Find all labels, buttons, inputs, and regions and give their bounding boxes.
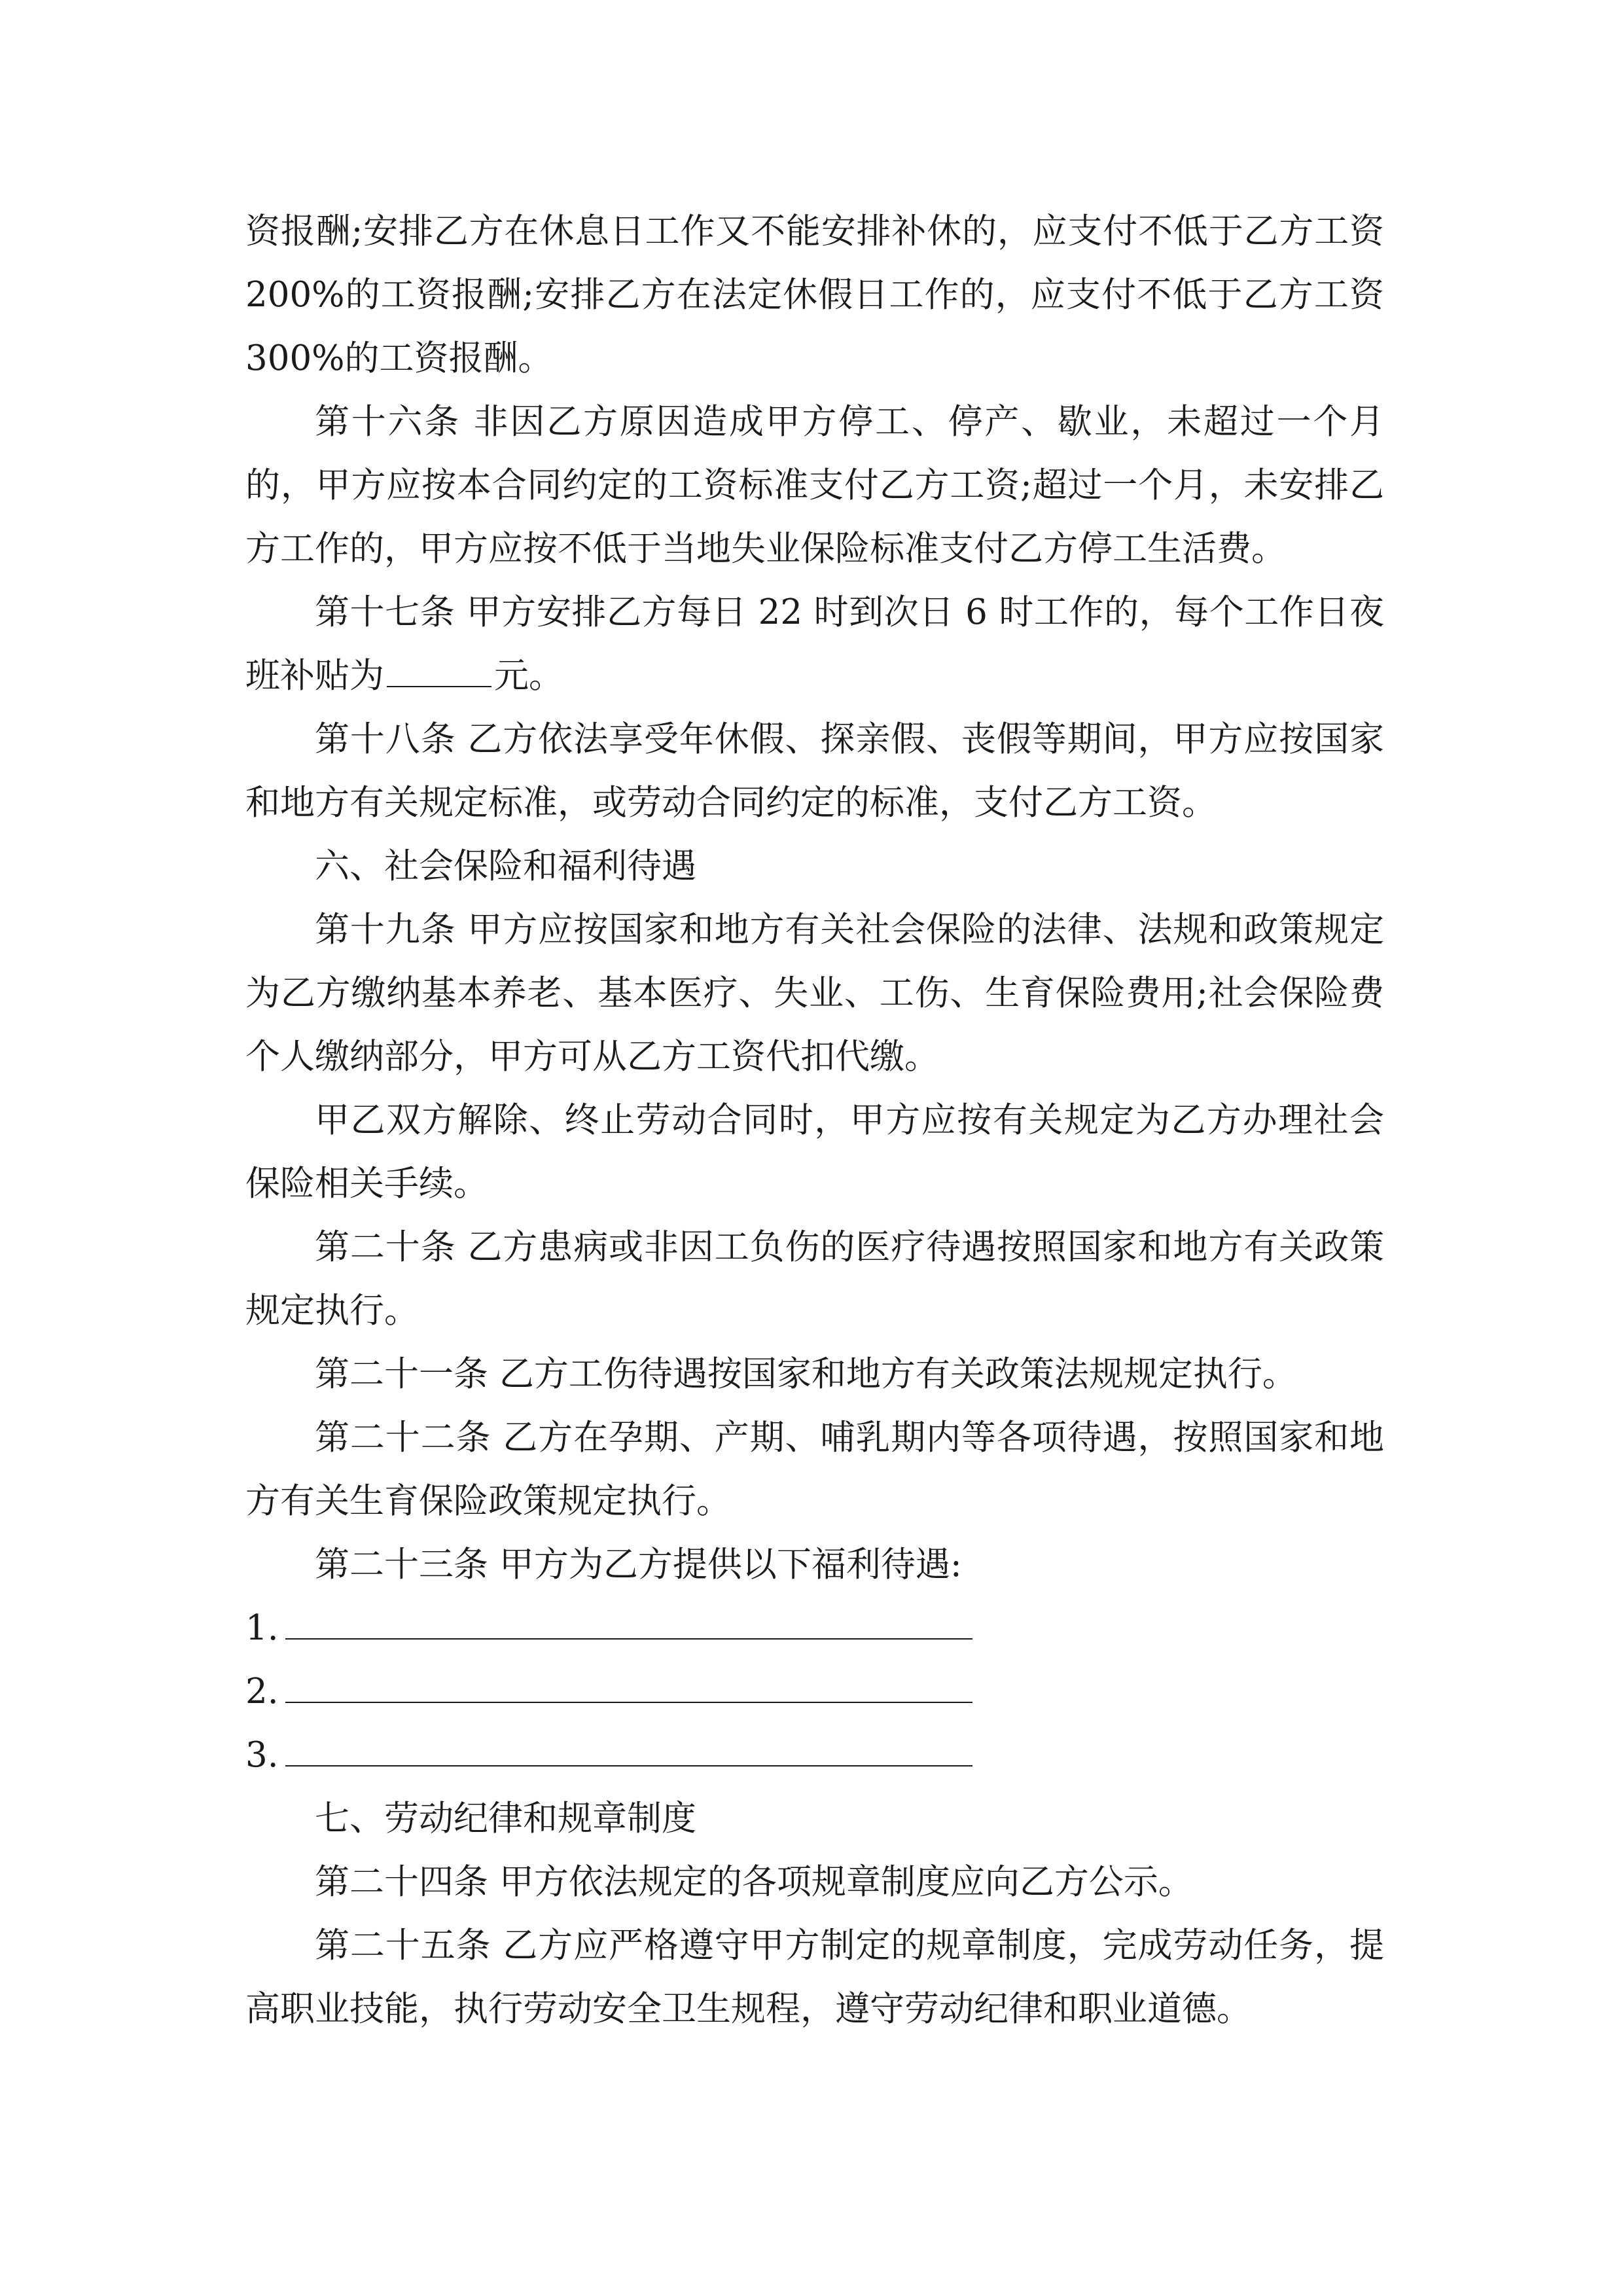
paragraph-article-18: 第十八条 乙方依法享受年休假、探亲假、丧假等期间，甲方应按国家和地方有关规定标准，或劳动合同约定的标准，支付乙方工资。 bbox=[245, 719, 1384, 823]
paragraph-article-16: 第十六条 非因乙方原因造成甲方停工、停产、歇业，未超过一个月的，甲方应按本合同约定的工资标准支付乙方工资;超过一个月，未安排乙方工作的，甲方应按不低于当地失业保险标准支付乙方停工生活费。 bbox=[245, 402, 1384, 569]
paragraph-termination-insurance: 甲乙双方解除、终止劳动合同时，甲方应按有关规定为乙方办理社会保险相关手续。 bbox=[245, 1100, 1384, 1204]
document-body bbox=[245, 200, 1384, 2041]
section-heading-social-insurance: 六、社会保险和福利待遇 bbox=[315, 846, 696, 886]
benefit-item-3 bbox=[245, 1723, 1384, 1787]
paragraph-article-21: 第二十一条 乙方工伤待遇按国家和地方有关政策法规规定执行。 bbox=[315, 1354, 1297, 1394]
paragraph-article-23: 第二十三条 甲方为乙方提供以下福利待遇: bbox=[315, 1545, 962, 1585]
benefit-item-1-number: 1. bbox=[245, 1608, 279, 1648]
article-17-unit: 元。 bbox=[494, 656, 563, 696]
benefit-item-2 bbox=[245, 1660, 1384, 1723]
paragraph-article-25: 第二十五条 乙方应严格遵守甲方制定的规章制度，完成劳动任务，提高职业技能，执行劳动安全卫生规程，遵守劳动纪律和职业道德。 bbox=[245, 1926, 1384, 2029]
article-17-text: 第十七条 甲方安排乙方每日 22 时到次日 6 时工作的，每个工作日夜班补贴为 bbox=[245, 592, 1384, 696]
benefit-item-1-blank[interactable] bbox=[285, 1612, 972, 1640]
section-heading-labor-discipline: 七、劳动纪律和规章制度 bbox=[315, 1799, 696, 1839]
benefit-item-3-number: 3. bbox=[245, 1735, 279, 1775]
paragraph-article-20: 第二十条 乙方患病或非因工负伤的医疗待遇按照国家和地方有关政策规定执行。 bbox=[245, 1227, 1384, 1331]
paragraph-article-17 bbox=[245, 581, 1384, 708]
paragraph-article-24: 第二十四条 甲方依法规定的各项规章制度应向乙方公示。 bbox=[315, 1862, 1193, 1902]
benefit-item-2-blank[interactable] bbox=[285, 1676, 972, 1703]
paragraph-article-22: 第二十二条 乙方在孕期、产期、哺乳期内等各项待遇，按照国家和地方有关生育保险政策规定执行。 bbox=[245, 1418, 1384, 1521]
benefit-item-3-blank[interactable] bbox=[285, 1739, 972, 1767]
benefit-item-2-number: 2. bbox=[245, 1672, 279, 1712]
paragraph-wage-continued: 资报酬;安排乙方在休息日工作又不能安排补休的，应支付不低于乙方工资 200%的工资报酬;安排乙方在法定休假日工作的，应支付不低于乙方工资 300%的工资报酬。 bbox=[245, 211, 1384, 378]
night-allowance-blank[interactable] bbox=[387, 660, 491, 687]
paragraph-article-19: 第十九条 甲方应按国家和地方有关社会保险的法律、法规和政策规定为乙方缴纳基本养老、基本医疗、失业、工伤、生育保险费用;社会保险费个人缴纳部分，甲方可从乙方工资代扣代缴。 bbox=[245, 910, 1384, 1077]
benefit-item-1 bbox=[245, 1596, 1384, 1660]
